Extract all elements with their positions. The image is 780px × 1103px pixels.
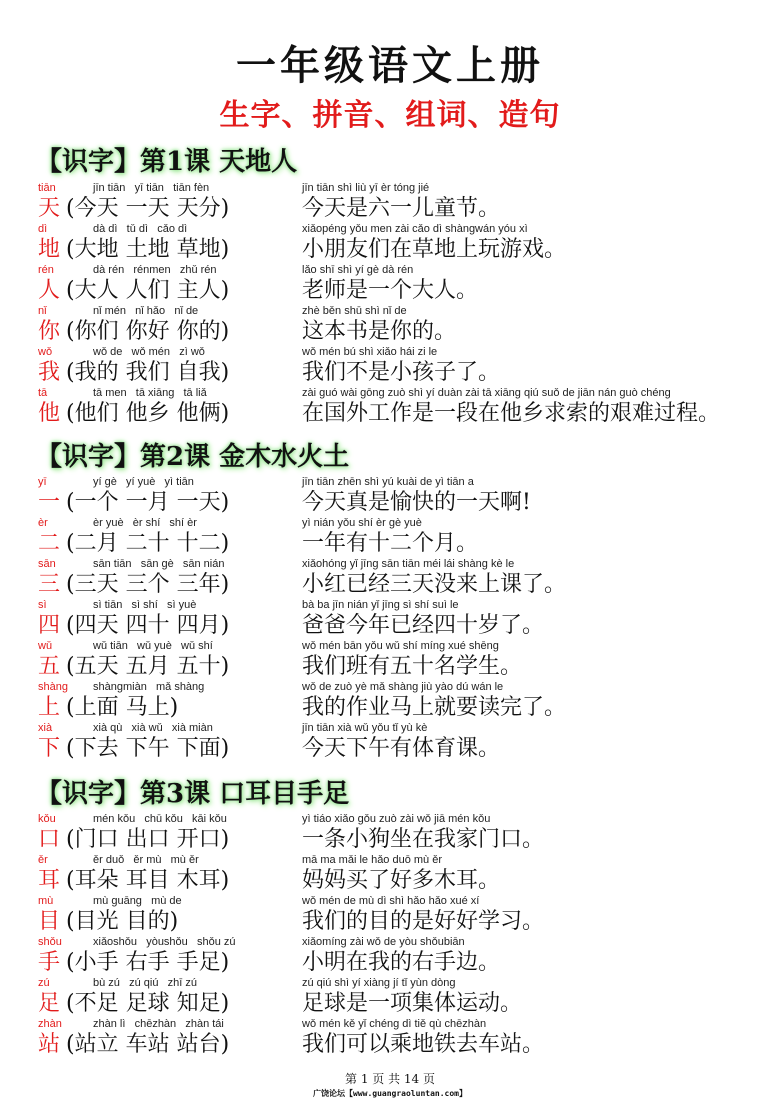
target-char: 站 [38,1032,61,1057]
sentence-pinyin: jīn tiān shì liù yī èr tóng jié [302,182,430,194]
word-group: (三天 三个 三年) [66,572,230,597]
vocab-row [0,936,780,977]
example-sentence: 我们的目的是好好学习。 [302,909,545,934]
example-sentence: 小朋友们在草地上玩游戏。 [302,237,567,262]
sentence-pinyin: zhè běn shū shì nǐ de [302,305,407,317]
char-pinyin: rén [38,264,54,276]
words-pinyin: wǔ tiān wǔ yuè wǔ shí [93,640,213,652]
vocab-row [0,640,780,681]
char-pinyin: shàng [38,681,68,693]
example-sentence: 一年有十二个月。 [302,531,479,556]
words-pinyin: zhàn lì chēzhàn zhàn tái [93,1018,224,1030]
char-pinyin: èr [38,517,48,529]
example-sentence: 在国外工作是一段在他乡求索的艰难过程。 [302,401,721,426]
example-sentence: 今天下午有体育课。 [302,736,501,761]
words-pinyin: sì tiān sì shí sì yuè [93,599,197,611]
page-number: 第 1 页 共 14 页 [345,1072,435,1086]
char-pinyin: shǒu [38,936,62,948]
char-pinyin: mù [38,895,54,907]
words-pinyin: bù zú zú qiú zhī zú [93,977,197,989]
sentence-pinyin: wǒ mén bān yǒu wǔ shí míng xué shēng [302,640,499,652]
page-title: 一年级语文上册 [236,43,544,89]
lesson-header: 【识字】第3课 口耳目手足 [36,779,350,809]
words-pinyin: shàngmiàn mǎ shàng [93,681,205,693]
lesson-header: 【识字】第1课 天地人 [36,147,298,177]
vocab-row [0,813,780,854]
word-group: (我的 我们 自我) [66,360,230,385]
target-char: 地 [38,237,61,262]
target-char: 你 [38,319,61,344]
char-pinyin: wǒ [38,346,53,358]
vocab-row [0,722,780,763]
char-pinyin: kǒu [38,813,56,825]
example-sentence: 这本书是你的。 [302,319,457,344]
sentence-pinyin: jīn tiān xià wǔ yǒu tǐ yù kè [302,722,428,734]
word-group: (小手 右手 手足) [66,950,230,975]
vocab-row [0,305,780,346]
char-pinyin: yī [38,476,47,488]
vocab-row [0,387,780,428]
vocab-row [0,517,780,558]
word-group: (大人 人们 主人) [66,278,230,303]
char-pinyin: dì [38,223,48,235]
sentence-pinyin: xiǎopéng yǒu men zài cǎo dì shàngwán yóu xì [302,223,528,235]
sentence-pinyin: xiǎohóng yǐ jīng sān tiān méi lái shàng kè le [302,558,515,570]
target-char: 耳 [38,868,61,893]
target-char: 二 [38,531,61,556]
word-group: (耳朵 耳目 木耳) [66,868,230,893]
vocab-row [0,346,780,387]
target-char: 人 [38,278,61,303]
sentence-pinyin: yì nián yǒu shí èr gè yuè [302,517,422,529]
vocab-row [0,223,780,264]
words-pinyin: yí gè yí yuè yì tiān [93,476,194,488]
vocab-row [0,182,780,223]
target-char: 三 [38,572,61,597]
word-group: (二月 二十 十二) [66,531,230,556]
word-group: (不足 足球 知足) [66,991,230,1016]
target-char: 足 [38,991,61,1016]
char-pinyin: tiān [38,182,56,194]
word-group: (目光 目的) [66,909,179,934]
word-group: (五天 五月 五十) [66,654,230,679]
words-pinyin: dà dì tǔ dì cǎo dì [93,223,188,235]
sentence-pinyin: zú qiú shì yí xiàng jí tǐ yùn dòng [302,977,456,989]
char-pinyin: nǐ [38,305,47,317]
example-sentence: 今天真是愉快的一天啊! [302,490,531,515]
char-pinyin: wǔ [38,640,53,652]
target-char: 天 [38,196,61,221]
word-group: (他们 他乡 他俩) [66,401,230,426]
char-pinyin: ěr [38,854,48,866]
words-pinyin: nǐ mén nǐ hǎo nǐ de [93,305,199,317]
example-sentence: 我的作业马上就要读完了。 [302,695,567,720]
words-pinyin: xià qù xià wǔ xià miàn [93,722,213,734]
words-pinyin: ěr duǒ ěr mù mù ěr [93,854,199,866]
word-group: (一个 一月 一天) [66,490,230,515]
sentence-pinyin: wǒ mén de mù dì shì hǎo hǎo xué xí [302,895,480,907]
target-char: 口 [38,827,61,852]
words-pinyin: mén kǒu chū kǒu kāi kǒu [93,813,227,825]
vocab-row [0,1018,780,1059]
target-char: 五 [38,654,61,679]
sentence-pinyin: xiǎomíng zài wǒ de yòu shǒubiān [302,936,465,948]
target-char: 我 [38,360,61,385]
vocab-row [0,854,780,895]
page-subtitle: 生字、拼音、组词、造句 [219,98,561,133]
sentence-pinyin: jīn tiān zhēn shì yú kuài de yì tiān a [302,476,474,488]
char-pinyin: sì [38,599,47,611]
sentence-pinyin: mā ma mǎi le hǎo duō mù ěr [302,854,443,866]
vocab-row [0,895,780,936]
example-sentence: 我们班有五十名学生。 [302,654,523,679]
site-credit: 广饶论坛【www.guangraoluntan.com】 [313,1089,467,1098]
sentence-pinyin: wǒ mén bú shì xiǎo hái zi le [302,346,438,358]
words-pinyin: tā men tā xiāng tā liǎ [93,387,207,399]
words-pinyin: èr yuè èr shí shí èr [93,517,197,529]
vocab-row [0,558,780,599]
word-group: (大地 土地 草地) [66,237,230,262]
sentence-pinyin: yì tiáo xiǎo gǒu zuò zài wǒ jiā mén kǒu [302,813,491,825]
example-sentence: 我们不是小孩子了。 [302,360,501,385]
word-group: (站立 车站 站台) [66,1032,230,1057]
sentence-pinyin: wǒ mén kě yǐ chéng dì tiě qù chēzhàn [302,1018,487,1030]
example-sentence: 爸爸今年已经四十岁了。 [302,613,545,638]
vocab-row [0,476,780,517]
word-group: (下去 下午 下面) [66,736,230,761]
words-pinyin: xiǎoshǒu yòushǒu shǒu zú [93,936,236,948]
char-pinyin: zú [38,977,50,989]
word-group: (今天 一天 天分) [66,196,230,221]
vocab-row [0,977,780,1018]
sentence-pinyin: zài guó wài gōng zuò shì yí duàn zài tā xiāng qiú suǒ de jiān nán guò chéng [302,387,671,399]
lesson-header: 【识字】第2课 金木水火土 [36,442,350,472]
words-pinyin: wǒ de wǒ mén zì wǒ [93,346,205,358]
example-sentence: 我们可以乘地铁去车站。 [302,1032,545,1057]
words-pinyin: jīn tiān yī tiān tiān fèn [93,182,210,194]
target-char: 一 [38,490,61,515]
words-pinyin: mù guāng mù de [93,895,182,907]
char-pinyin: xià [38,722,53,734]
target-char: 上 [38,695,61,720]
word-group: (四天 四十 四月) [66,613,230,638]
target-char: 四 [38,613,61,638]
char-pinyin: zhàn [38,1018,62,1030]
example-sentence: 老师是一个大人。 [302,278,479,303]
words-pinyin: sān tiān sān gè sān nián [93,558,225,570]
word-group: (你们 你好 你的) [66,319,230,344]
target-char: 他 [38,401,61,426]
char-pinyin: tā [38,387,48,399]
example-sentence: 小红已经三天没来上课了。 [302,572,567,597]
example-sentence: 小明在我的右手边。 [302,950,501,975]
target-char: 目 [38,909,61,934]
vocab-row [0,599,780,640]
word-group: (上面 马上) [66,695,179,720]
word-group: (门口 出口 开口) [66,827,230,852]
sentence-pinyin: wǒ de zuò yè mǎ shàng jiù yào dú wán le [302,681,504,693]
vocab-row [0,264,780,305]
example-sentence: 今天是六一儿童节。 [302,196,501,221]
vocab-row [0,681,780,722]
sentence-pinyin: bà ba jīn nián yǐ jīng sì shí suì le [302,599,459,611]
sentence-pinyin: lǎo shī shì yí gè dà rén [302,264,414,276]
example-sentence: 一条小狗坐在我家门口。 [302,827,545,852]
target-char: 手 [38,950,61,975]
target-char: 下 [38,736,61,761]
char-pinyin: sān [38,558,56,570]
example-sentence: 足球是一项集体运动。 [302,991,523,1016]
example-sentence: 妈妈买了好多木耳。 [302,868,501,893]
words-pinyin: dà rén rénmen zhǔ rén [93,264,217,276]
